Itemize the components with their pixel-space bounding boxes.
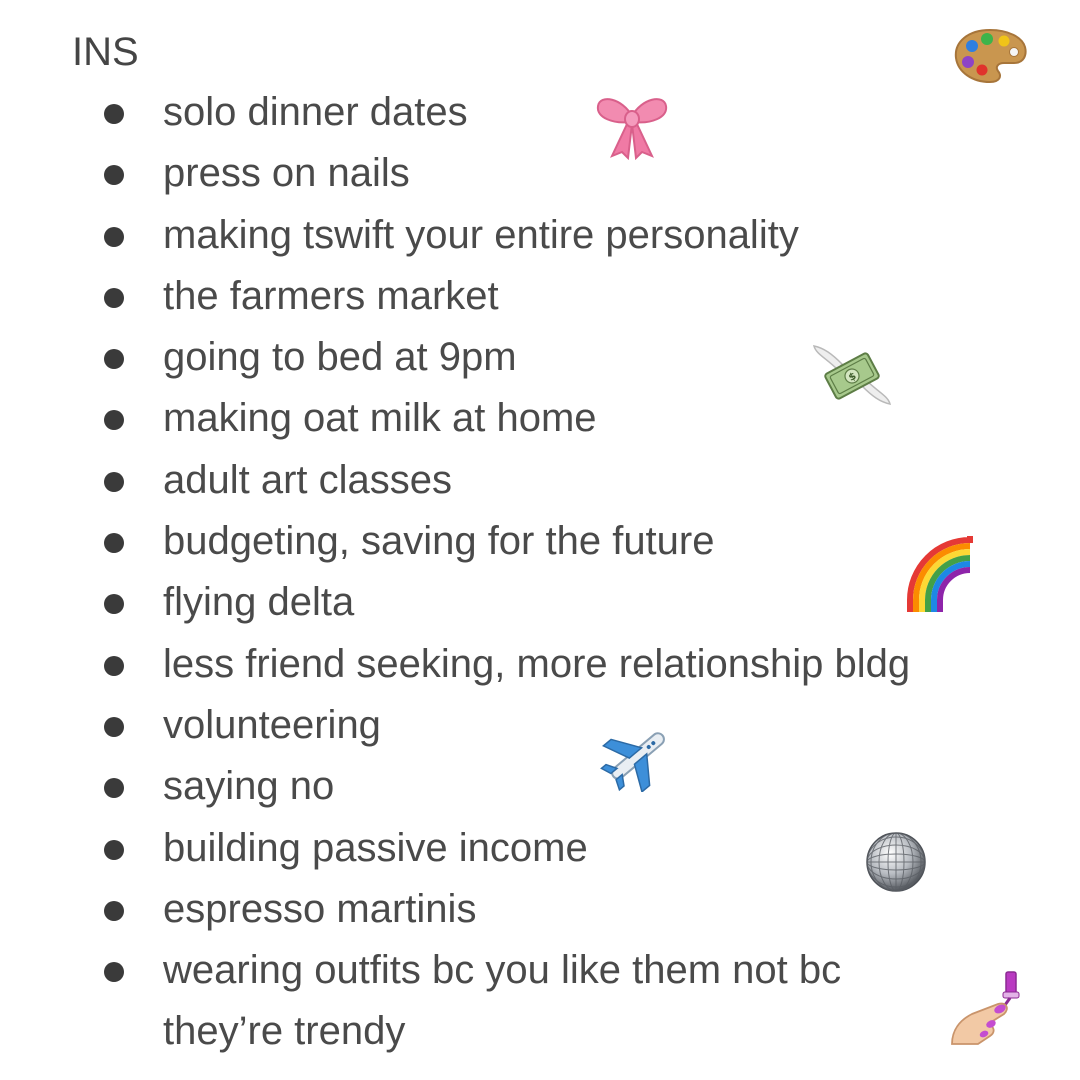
list-item	[0, 205, 1080, 266]
list-item	[0, 327, 1080, 388]
list-item-text: budgeting, saving for the future	[163, 519, 715, 564]
list-item-text: saying no	[163, 764, 335, 809]
list-item	[0, 143, 1080, 204]
list-item-text: making tswift your entire personality	[163, 212, 799, 257]
list-item-text: solo dinner dates	[163, 90, 468, 134]
list-item	[0, 940, 1080, 1063]
nail-polish-icon	[948, 968, 1028, 1048]
list-item-text: volunteering	[163, 702, 381, 747]
rainbow-icon	[904, 534, 974, 614]
bullet-icon	[104, 472, 124, 492]
bullet-icon	[104, 410, 124, 430]
bullet-icon	[104, 656, 124, 676]
list-item-text: espresso martinis	[163, 886, 477, 931]
bullet-icon	[104, 227, 124, 247]
page-title: INS	[72, 30, 139, 74]
list-item-text: building passive income	[163, 825, 588, 870]
list-item	[0, 266, 1080, 327]
bullet-icon	[104, 778, 124, 798]
list-item-text: the farmers market	[163, 273, 499, 318]
pink-bow-icon	[592, 92, 672, 160]
list-item	[0, 634, 1080, 695]
list-item	[0, 388, 1080, 449]
disco-ball-icon	[864, 830, 928, 894]
list-item-text: making oat milk at home	[163, 396, 597, 441]
bullet-icon	[104, 717, 124, 737]
bullet-icon	[104, 165, 124, 185]
artist-palette-icon	[950, 26, 1030, 86]
bullet-icon	[104, 288, 124, 308]
bullet-icon	[104, 104, 124, 124]
list-item-text: flying delta	[163, 580, 355, 625]
list-item-text: going to bed at 9pm	[163, 335, 517, 380]
bullet-icon	[104, 533, 124, 553]
money-with-wings-icon	[812, 340, 892, 410]
list-item-text: press on nails	[163, 151, 410, 196]
list-item-text: less friend seeking, more relationship bldg	[163, 641, 911, 686]
list-item	[0, 82, 1080, 143]
svg-text:$: $	[847, 370, 859, 384]
bullet-icon	[104, 594, 124, 614]
bullet-icon	[104, 962, 124, 982]
airplane-icon	[600, 720, 676, 792]
list-item	[0, 756, 1080, 817]
list-item-text: wearing outfits bc you like them not bc they’re trendy	[163, 948, 842, 1054]
bullet-icon	[104, 840, 124, 860]
list-item	[0, 450, 1080, 511]
bullet-icon	[104, 349, 124, 369]
list-item	[0, 695, 1080, 756]
list-item-text: adult art classes	[163, 457, 453, 502]
bullet-icon	[104, 901, 124, 921]
